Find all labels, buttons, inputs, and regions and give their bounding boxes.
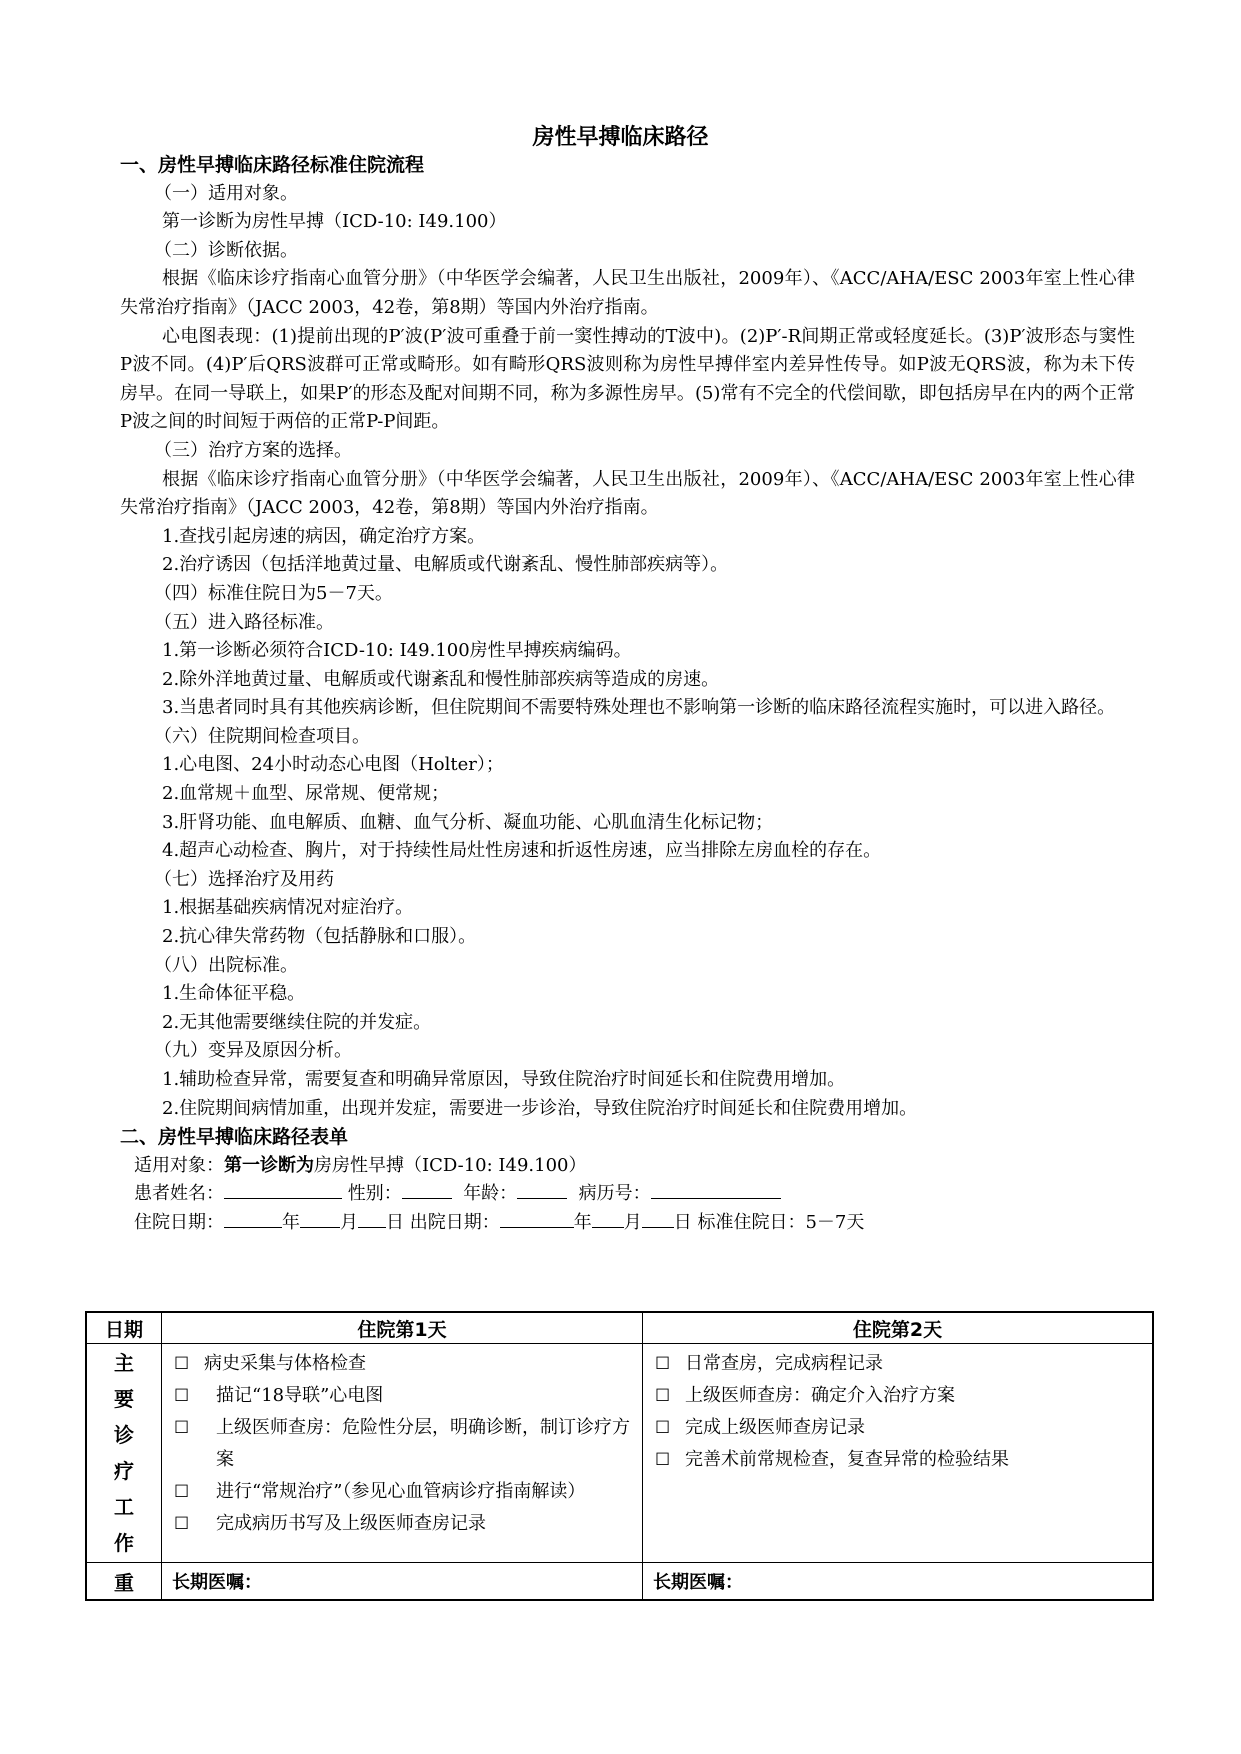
- gender-field[interactable]: [402, 1180, 452, 1199]
- checkbox-icon[interactable]: ☐: [655, 1418, 671, 1438]
- subsection-heading: （三）治疗方案的选择。: [154, 439, 352, 461]
- checkbox-icon[interactable]: ☐: [655, 1386, 671, 1406]
- list-item: 2.抗心律失常药物（包括静脉和口服）。: [162, 926, 477, 948]
- row-label-char: 作: [114, 1531, 134, 1555]
- discharge-month-field[interactable]: [592, 1209, 624, 1228]
- checklist-item[interactable]: [174, 1380, 632, 1412]
- checklist-item-label: 完善术前常规检查，复查异常的检验结果: [685, 1449, 1009, 1470]
- document-title: 房性早搏临床路径: [532, 125, 709, 150]
- checklist-item[interactable]: [655, 1348, 1142, 1380]
- month-label: 月: [623, 1211, 642, 1233]
- section-2-heading: 二、房性早搏临床路径表单: [120, 1126, 349, 1149]
- row-label-char: 要: [114, 1387, 134, 1411]
- checklist-item-label: 进行“常规治疗”（参见心血管病诊疗指南解读）: [216, 1481, 586, 1502]
- list-item: 2.治疗诱因（包括洋地黄过量、电解质或代谢紊乱、慢性肺部疾病等）。: [162, 554, 729, 576]
- dates-line: [120, 1209, 1135, 1238]
- checkbox-icon[interactable]: ☐: [174, 1386, 190, 1406]
- age-label: 年龄：: [463, 1183, 518, 1205]
- applies-rest: 房房性早搏（ICD-10: I49.100）: [314, 1154, 587, 1176]
- subsection-heading: （一）适用对象。: [154, 182, 298, 204]
- discharge-day-field[interactable]: [642, 1209, 674, 1228]
- list-item: 2.无其他需要继续住院的并发症。: [162, 1011, 432, 1033]
- subsection-heading: （六）住院期间检查项目。: [154, 725, 370, 747]
- subsection-heading: （八）出院标准。: [154, 954, 298, 976]
- age-field[interactable]: [517, 1180, 567, 1199]
- day1-work-cell: [162, 1344, 643, 1563]
- admit-day-field[interactable]: [358, 1209, 386, 1228]
- checklist-item[interactable]: [174, 1508, 632, 1540]
- checklist-item-label: 上级医师查房：确定介入治疗方案: [685, 1385, 955, 1406]
- subsection-heading: （四）标准住院日为5－7天。: [154, 582, 393, 604]
- checklist-item[interactable]: [174, 1476, 632, 1508]
- row-label-char: 工: [114, 1495, 134, 1519]
- list-item: 1.辅助检查异常，需要复查和明确异常原因，导致住院治疗时间延长和住院费用增加。: [162, 1069, 846, 1090]
- discharge-label: 出院日期：: [409, 1211, 500, 1233]
- checklist-item-label: 日常查房，完成病程记录: [685, 1353, 883, 1374]
- section-1-heading: 一、房性早搏临床路径标准住院流程: [120, 154, 425, 176]
- patient-name-label: 患者姓名：: [134, 1183, 224, 1205]
- checklist-item[interactable]: [655, 1444, 1142, 1476]
- standard-days: 标准住院日：5－7天: [697, 1211, 865, 1233]
- subsection-heading: （二）诊断依据。: [154, 239, 298, 261]
- checklist-item-label: 完成病历书写及上级医师查房记录: [216, 1513, 486, 1534]
- checklist-item[interactable]: [174, 1348, 632, 1380]
- list-item: 4.超声心动检查、胸片，对于持续性局灶性房速和折返性房速，应当排除左房血栓的存在。: [162, 840, 882, 862]
- admit-year-field[interactable]: [224, 1209, 282, 1228]
- paragraph: 根据《临床诊疗指南心血管分册》（中华医学会编著，人民卫生出版社，2009年）、《ACC/AHA/ESC 2003年室上性心律失常治疗指南》（JACC 2003，42卷，第8期）等国内外治疗指南。: [120, 268, 1135, 318]
- checklist-item-label: 上级医师查房：危险性分层，明确诊断，制订诊疗方案: [216, 1417, 630, 1470]
- patient-line: [120, 1180, 1135, 1209]
- list-item: 2.住院期间病情加重，出现并发症，需要进一步诊治，导致住院治疗时间延长和住院费用增加。: [162, 1097, 918, 1119]
- checkbox-icon[interactable]: ☐: [174, 1418, 190, 1438]
- col-day2-header: 住院第2天: [643, 1312, 1154, 1344]
- col-day1-header: 住院第1天: [162, 1312, 643, 1344]
- row-label-key: 重: [86, 1563, 162, 1601]
- col-date-header: 日期: [86, 1312, 162, 1344]
- day-label: 日: [673, 1211, 692, 1233]
- subsection-heading: （九）变异及原因分析。: [154, 1040, 352, 1062]
- list-item: 2.除外洋地黄过量、电解质或代谢紊乱和慢性肺部疾病等造成的房速。: [162, 668, 720, 690]
- table-header-row: [86, 1312, 1153, 1344]
- admit-label: 住院日期：: [134, 1211, 224, 1233]
- checkbox-icon[interactable]: ☐: [655, 1354, 671, 1374]
- table-row-main-work: [86, 1344, 1153, 1563]
- row-label-char: 主: [114, 1351, 134, 1375]
- pathway-table: [85, 1311, 1154, 1601]
- record-label: 病历号：: [578, 1183, 651, 1205]
- checklist-item-label: 病史采集与体格检查: [204, 1353, 366, 1374]
- list-item: 1.心电图、24小时动态心电图（Holter）；: [162, 754, 504, 776]
- subsection-heading: （五）进入路径标准。: [154, 611, 334, 633]
- checklist-item-label: 完成上级医师查房记录: [685, 1417, 865, 1438]
- year-label: 年: [282, 1211, 300, 1233]
- list-item: 3.当患者同时具有其他疾病诊断，但住院期间不需要特殊处理也不影响第一诊断的临床路径流程实施时，可以进入路径。: [162, 697, 1116, 719]
- checklist-item-label: 描记“18导联”心电图: [216, 1385, 384, 1406]
- paragraph: 根据《临床诊疗指南心血管分册》（中华医学会编著，人民卫生出版社，2009年）、《ACC/AHA/ESC 2003年室上性心律失常治疗指南》（JACC 2003，42卷，第8期）等国内外治疗指南。: [120, 468, 1135, 519]
- year-label: 年: [573, 1211, 592, 1233]
- applies-prefix: 适用对象：: [134, 1154, 224, 1176]
- list-item: 1.第一诊断必须符合ICD-10: I49.100房性早搏疾病编码。: [162, 640, 632, 662]
- document-body: [120, 151, 1135, 1238]
- row-label-main-work: [86, 1344, 162, 1563]
- row-label-char: 诊: [114, 1423, 134, 1447]
- gender-label: 性别：: [347, 1183, 402, 1205]
- month-label: 月: [340, 1211, 358, 1233]
- day2-work-cell: [643, 1344, 1154, 1563]
- table-row-key-orders: [86, 1563, 1153, 1601]
- checklist-item[interactable]: [655, 1380, 1142, 1412]
- list-item: 1.生命体征平稳。: [162, 983, 306, 1005]
- list-item: 2.血常规＋血型、尿常规、便常规；: [162, 783, 450, 805]
- list-item: 1.根据基础疾病情况对症治疗。: [162, 897, 414, 919]
- checkbox-icon[interactable]: ☐: [174, 1354, 190, 1374]
- subsection-heading: （七）选择治疗及用药: [154, 868, 334, 890]
- applies-bold: 第一诊断为: [224, 1154, 314, 1176]
- applies-line: [120, 1152, 1135, 1181]
- checkbox-icon[interactable]: ☐: [174, 1514, 190, 1534]
- record-field[interactable]: [651, 1180, 781, 1199]
- day1-long-order: 长期医嘱：: [162, 1563, 643, 1601]
- row-label-char: 疗: [114, 1459, 134, 1483]
- day-label: 日: [386, 1211, 404, 1233]
- discharge-year-field[interactable]: [500, 1209, 574, 1228]
- checklist-item[interactable]: [174, 1412, 632, 1476]
- patient-name-field[interactable]: [224, 1180, 342, 1199]
- day2-long-order: 长期医嘱：: [643, 1563, 1154, 1601]
- paragraph: 第一诊断为房性早搏（ICD-10: I49.100）: [162, 211, 507, 233]
- checklist-item[interactable]: [655, 1412, 1142, 1444]
- list-item: 1.查找引起房速的病因，确定治疗方案。: [162, 525, 486, 547]
- checkbox-icon[interactable]: ☐: [655, 1450, 671, 1470]
- checkbox-icon[interactable]: ☐: [174, 1482, 190, 1502]
- list-item: 3.肝肾功能、血电解质、血糖、血气分析、凝血功能、心肌血清生化标记物；: [162, 811, 774, 833]
- admit-month-field[interactable]: [300, 1209, 340, 1228]
- paragraph: 心电图表现：(1)提前出现的P′波(P′波可重叠于前一窦性搏动的T波中)。(2)P′-R间期正常或轻度延长。(3)P′波形态与窦性P波不同。(4)P′后QRS波群可正常或畸形。如有畸形QRS波则称为房性早搏伴室内差异性传导。如P波无QRS波，称为未下传房早。在同一导联上，如果P′的形态及配对间期不同，称为多源性房早。(5)常有不完全的代偿间歇，即包括房早在内的两个正常P波之间的时间短于两倍的正常P-P间距。: [120, 325, 1135, 433]
